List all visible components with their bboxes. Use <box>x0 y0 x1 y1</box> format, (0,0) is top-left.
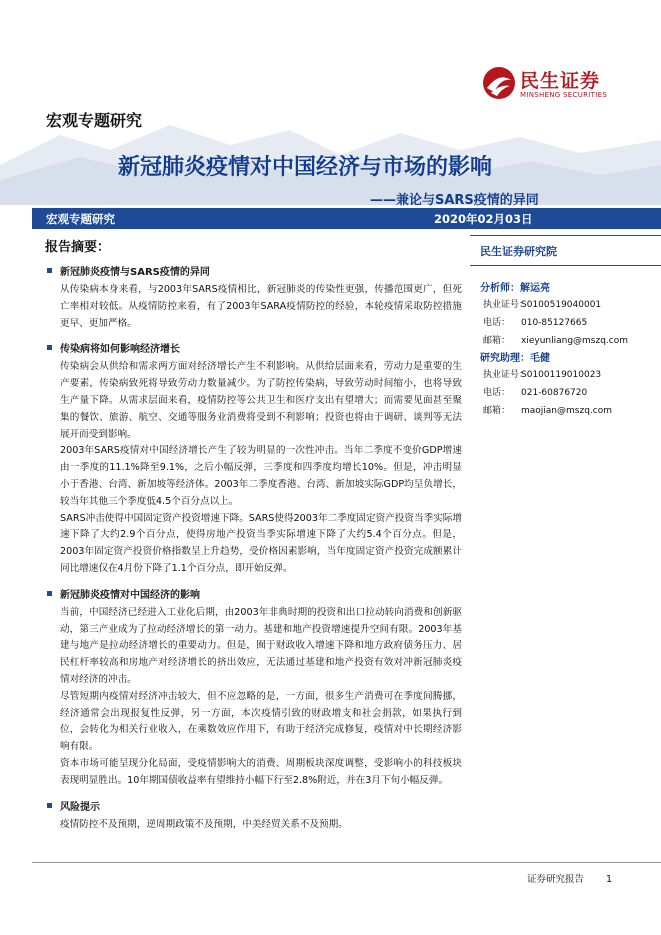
minsheng-logo-icon <box>482 66 516 100</box>
footer-divider <box>32 862 661 863</box>
bullet-square-icon <box>47 591 52 596</box>
brand-name-en: MINSHENG SECURITIES <box>520 91 608 99</box>
footer-label: 证券研究报告 <box>527 874 585 885</box>
report-date: 2020年02月03日 <box>434 212 533 226</box>
analyst-sidebar <box>470 235 661 425</box>
bar-category: 宏观专题研究 <box>46 212 115 226</box>
section-heading <box>47 263 462 278</box>
paragraph: 传染病会从供给和需求两方面对经济增长产生不利影响。从供给层面来看，劳动力是重要的生产要素，传染病致死将导致劳动力数量减少。为了防控传染病，导致劳动时间缩小，也将导致生产量下降。从需求层面来看，疫情防控等公共卫生和医疗支出有望增大；而需要见面甚至聚集的餐饮、旅游、航空、交通等服务业消费将受到不利影响；投资也将由于调研、谈判等无法展开而受到影响。 <box>60 361 462 440</box>
divider <box>470 235 661 236</box>
section-heading <box>47 586 462 601</box>
paragraph: 资本市场可能呈现分化局面，受疫情影响大的消费、周期板块深度调整，受影响小的科技板块表现明显胜出。10年期国债收益率有望维持小幅下行至2.8%附近，并在3月下旬小幅反弹。 <box>60 757 462 786</box>
assistant-label: 研究助理：毛健 <box>480 353 550 364</box>
report-subtitle: ——兼论与SARS疫情的异同 <box>370 193 539 208</box>
page-number: 1 <box>606 874 613 885</box>
field-value: S0100119010023 <box>521 370 602 380</box>
report-title: 新冠肺炎疫情对中国经济与市场的影响 <box>118 155 493 180</box>
field-value: 021-60876720 <box>521 388 588 398</box>
paragraph: 当前，中国经济已经进入工业化后期，由2003年非典时期的投资和出口拉动转向消费和创新驱动，第三产业成为了拉动经济增长的第一动力。基建和地产投资增速提升空间有限。2003年基建与地产是拉动经济增长的重要动力。但是，囿于财政收入增速下降和地方政府债务压力、居民杠杆率较高和房地产对经济增长的挤出效应，无法通过基建和地产投资有效对冲新冠肺炎疫情对经济的冲击。 <box>60 606 462 685</box>
page-footer <box>527 871 612 885</box>
bullet-square-icon <box>47 803 52 808</box>
assistant-phone <box>483 385 587 398</box>
analyst-label: 分析师：解运亮 <box>480 283 550 294</box>
field-value: 010-85127665 <box>521 318 588 328</box>
field-label: 电话： <box>483 318 511 328</box>
paragraph: 尽管短期内疫情对经济冲击较大，但不应忽略的是，一方面，很多生产消费可在季度间腾挪，经济通常会出现报复性反弹，另一方面，本次疫情引致的财政增支和社会捐款，如果执行到位，会转化为相关行业收入，在乘数效应作用下，有助于经济完成修复，疫情对中长期经济影响有限。 <box>60 690 462 753</box>
bullet-square-icon <box>47 268 52 273</box>
field-value: S0100519040001 <box>521 300 602 310</box>
assistant-license <box>483 367 601 380</box>
section-heading-text: 新冠肺炎疫情对中国经济的影响 <box>60 589 200 601</box>
analyst-license <box>483 297 601 310</box>
assistant-email <box>483 403 612 416</box>
section-heading-text: 新冠肺炎疫情与SARS疫情的异同 <box>60 267 210 278</box>
analyst-phone <box>483 315 587 328</box>
institute-name: 民生证券研究院 <box>480 245 557 258</box>
section-heading <box>47 340 462 355</box>
abstract-title: 报告摘要： <box>45 240 111 255</box>
abstract <box>42 236 462 833</box>
field-label: 电话： <box>483 388 511 398</box>
bullet-square-icon <box>47 345 52 350</box>
section-heading <box>47 798 462 813</box>
paragraph: 2003年SARS疫情对中国经济增长产生了较为明显的一次性冲击。当年二季度不变价GDP增速由一季度的11.1%降至9.1%，之后小幅反弹，三季度和四季度均增长10%。但是，冲击明显小于香港、台湾、新加坡等经济体。2003年二季度香港、台湾、新加坡实际GDP均呈负增长，较当年其他三个季度低4.5个百分点以上。 <box>60 445 462 507</box>
field-label: 邮箱： <box>483 336 511 346</box>
report-category: 宏观专题研究 <box>46 111 143 130</box>
section-heading-text: 风险提示 <box>60 801 100 813</box>
field-label: 执业证号： <box>483 370 529 380</box>
field-label: 邮箱： <box>483 406 511 416</box>
paragraph: 从传染病本身来看，与2003年SARS疫情相比，新冠肺炎的传染性更强，传播范围更广，但死亡率相对较低。从疫情防控来看，有了2003年SARA疫情防控的经验，本轮疫情采取防控措施更早、更加严格。 <box>60 284 462 329</box>
field-value[interactable]: xieyunliang@mszq.com <box>521 336 629 346</box>
paragraph: 疫情防控不及预期，逆周期政策不及预期，中美经贸关系不及预期。 <box>60 818 348 830</box>
paragraph: SARS冲击使得中国固定资产投资增速下降。SARS使得2003年二季度固定资产投资当季实际增速下降了大约2.9个百分点，使得房地产投资当季实际增速下降了大约5.4个百分点。但是，2003年固定资产投资价格指数呈上升趋势，受价格因素影响，当年度固定资产投资完成额累计同比增速仅在4月份下降了1.1个百分点，即开始反弹。 <box>60 512 462 574</box>
field-label: 执业证号： <box>483 300 529 310</box>
header-bar <box>32 208 661 229</box>
brand-name-cn: 民生证券 <box>520 70 601 92</box>
section-heading-text: 传染病将如何影响经济增长 <box>60 344 180 356</box>
field-value[interactable]: maojian@mszq.com <box>521 406 612 416</box>
divider <box>470 265 661 266</box>
analyst-email <box>483 333 628 346</box>
brand-logo <box>482 66 632 106</box>
